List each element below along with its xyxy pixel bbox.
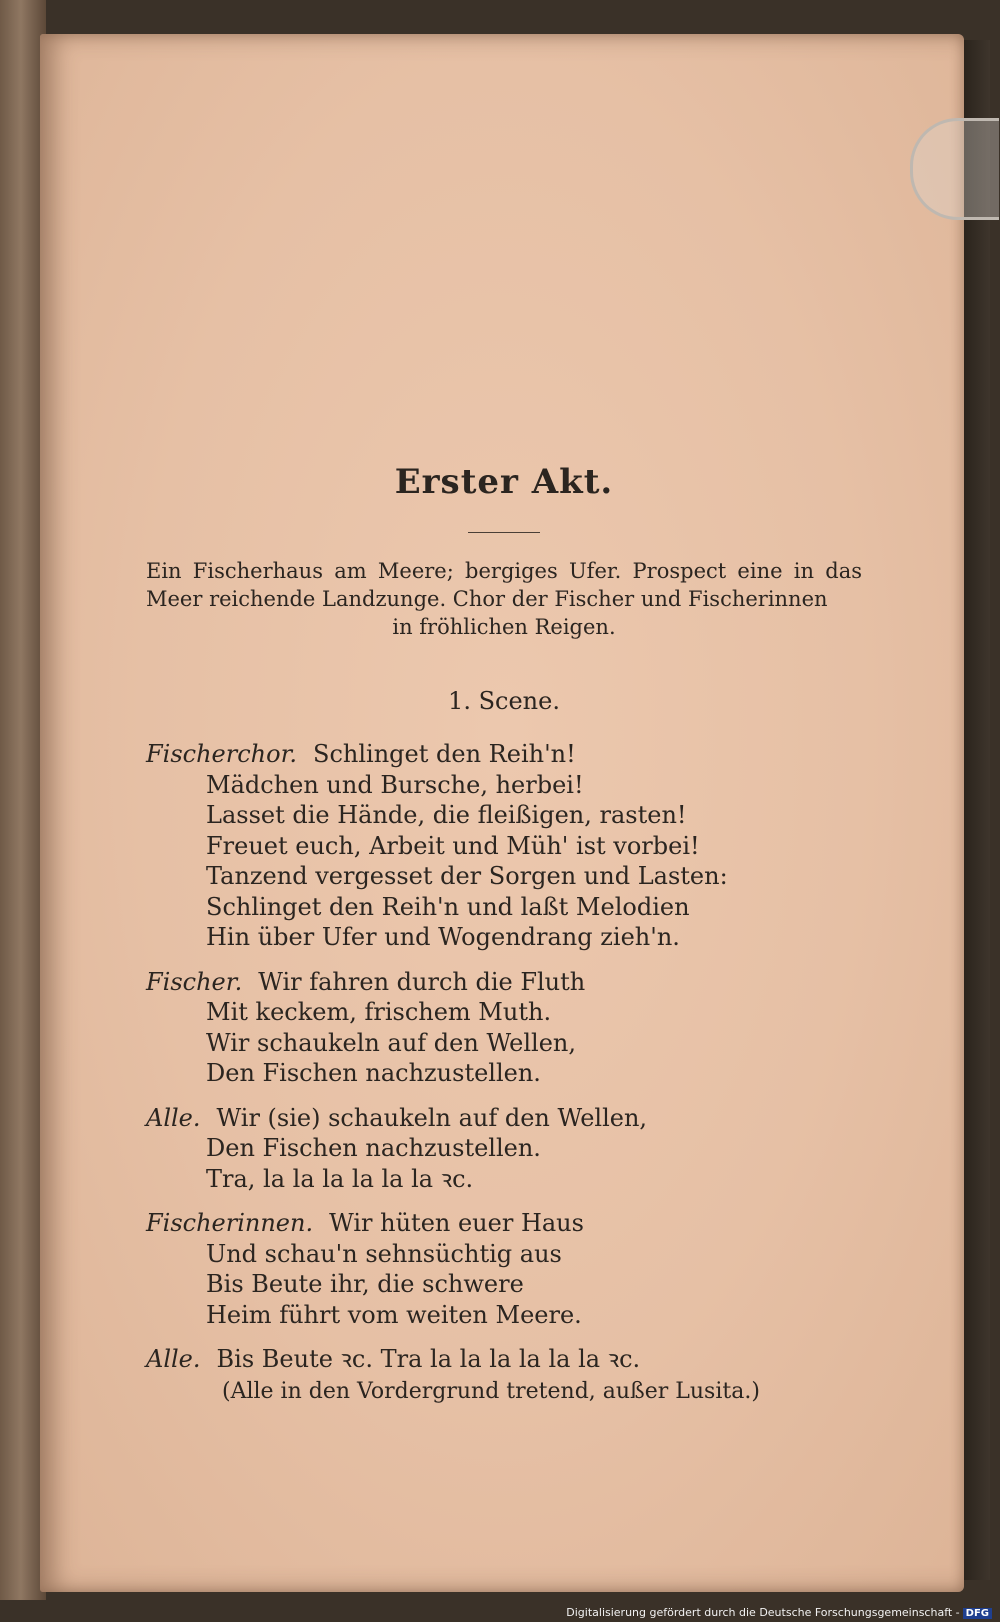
dfg-logo: DFG <box>963 1608 992 1619</box>
verse-line <box>146 1208 862 1239</box>
verse-line: Heim führt vom weiten Meere. <box>206 1300 582 1329</box>
verse-line: Wir schaukeln auf den Wellen, <box>206 1028 576 1057</box>
verse-text: Wir fahren durch die Fluth <box>258 967 586 996</box>
speaker-name: Alle. <box>146 1103 201 1132</box>
act-title: Erster Akt. <box>394 462 614 502</box>
speaker-name: Fischer. <box>146 967 243 996</box>
verse-text: Bis Beute ꝛc. Tra la la la la la la ꝛc. <box>216 1345 641 1373</box>
stage-direction-line: Meer reichende Landzunge. Chor der Fischer und Fischerinnen <box>146 587 828 611</box>
verse-block <box>146 1103 862 1195</box>
stage-direction-line: in fröhlichen Reigen. <box>392 615 616 639</box>
final-stage-direction: (Alle in den Vordergrund tretend, außer Lusita.) <box>222 1378 760 1404</box>
paper-clip-icon <box>910 118 999 220</box>
verse-block <box>146 1344 862 1375</box>
digitization-footer <box>566 1606 992 1619</box>
verse-line: Mädchen und Bursche, herbei! <box>206 770 584 799</box>
speaker-name: Fischerchor. <box>146 740 298 768</box>
verse-text: Wir (sie) schaukeln auf den Wellen, <box>216 1103 648 1132</box>
verse-text: Wir hüten euer Haus <box>329 1209 584 1237</box>
speaker-name: Alle. <box>146 1345 201 1373</box>
verse-line: Lasset die Hände, die fleißigen, rasten! <box>206 801 687 829</box>
verse-line <box>146 1103 862 1134</box>
verse-line <box>146 967 862 998</box>
verse-block <box>146 739 862 953</box>
page-content <box>146 450 862 1407</box>
title-divider <box>468 532 540 533</box>
speaker-name: Fischerinnen. <box>146 1209 314 1237</box>
verse-line: Tra, la la la la la la ꝛc. <box>206 1164 474 1193</box>
stage-direction <box>146 557 862 641</box>
verse-text: Schlinget den Reih'n! <box>313 740 576 768</box>
verse-line <box>146 1344 862 1375</box>
verse-line: Tanzend vergesset der Sorgen und Lasten: <box>206 862 728 890</box>
verse-line: Schlinget den Reih'n und laßt Melodien <box>206 892 690 921</box>
footer-text: Digitalisierung gefördert durch die Deutsche Forschungsgemeinschaft - <box>566 1606 960 1619</box>
verse-line: Hin über Ufer und Wogendrang zieh'n. <box>206 923 680 951</box>
verse-line: Freuet euch, Arbeit und Müh' ist vorbei! <box>206 831 700 860</box>
verse-line: Bis Beute ihr, die schwere <box>206 1270 524 1298</box>
verse-line: Und schau'n sehnsüchtig aus <box>206 1239 562 1268</box>
verse-block <box>146 1208 862 1330</box>
verse-line: Mit keckem, frischem Muth. <box>206 998 552 1026</box>
verse-block <box>146 967 862 1089</box>
verse-list <box>146 739 862 1375</box>
verse-line <box>146 739 862 770</box>
verse-line: Den Fischen nachzustellen. <box>206 1059 541 1087</box>
verse-line: Den Fischen nachzustellen. <box>206 1134 541 1162</box>
scene-heading: 1. Scene. <box>448 687 560 715</box>
stage-direction-line: Ein Fischerhaus am Meere; bergiges Ufer. Prospect eine in das <box>146 559 862 583</box>
